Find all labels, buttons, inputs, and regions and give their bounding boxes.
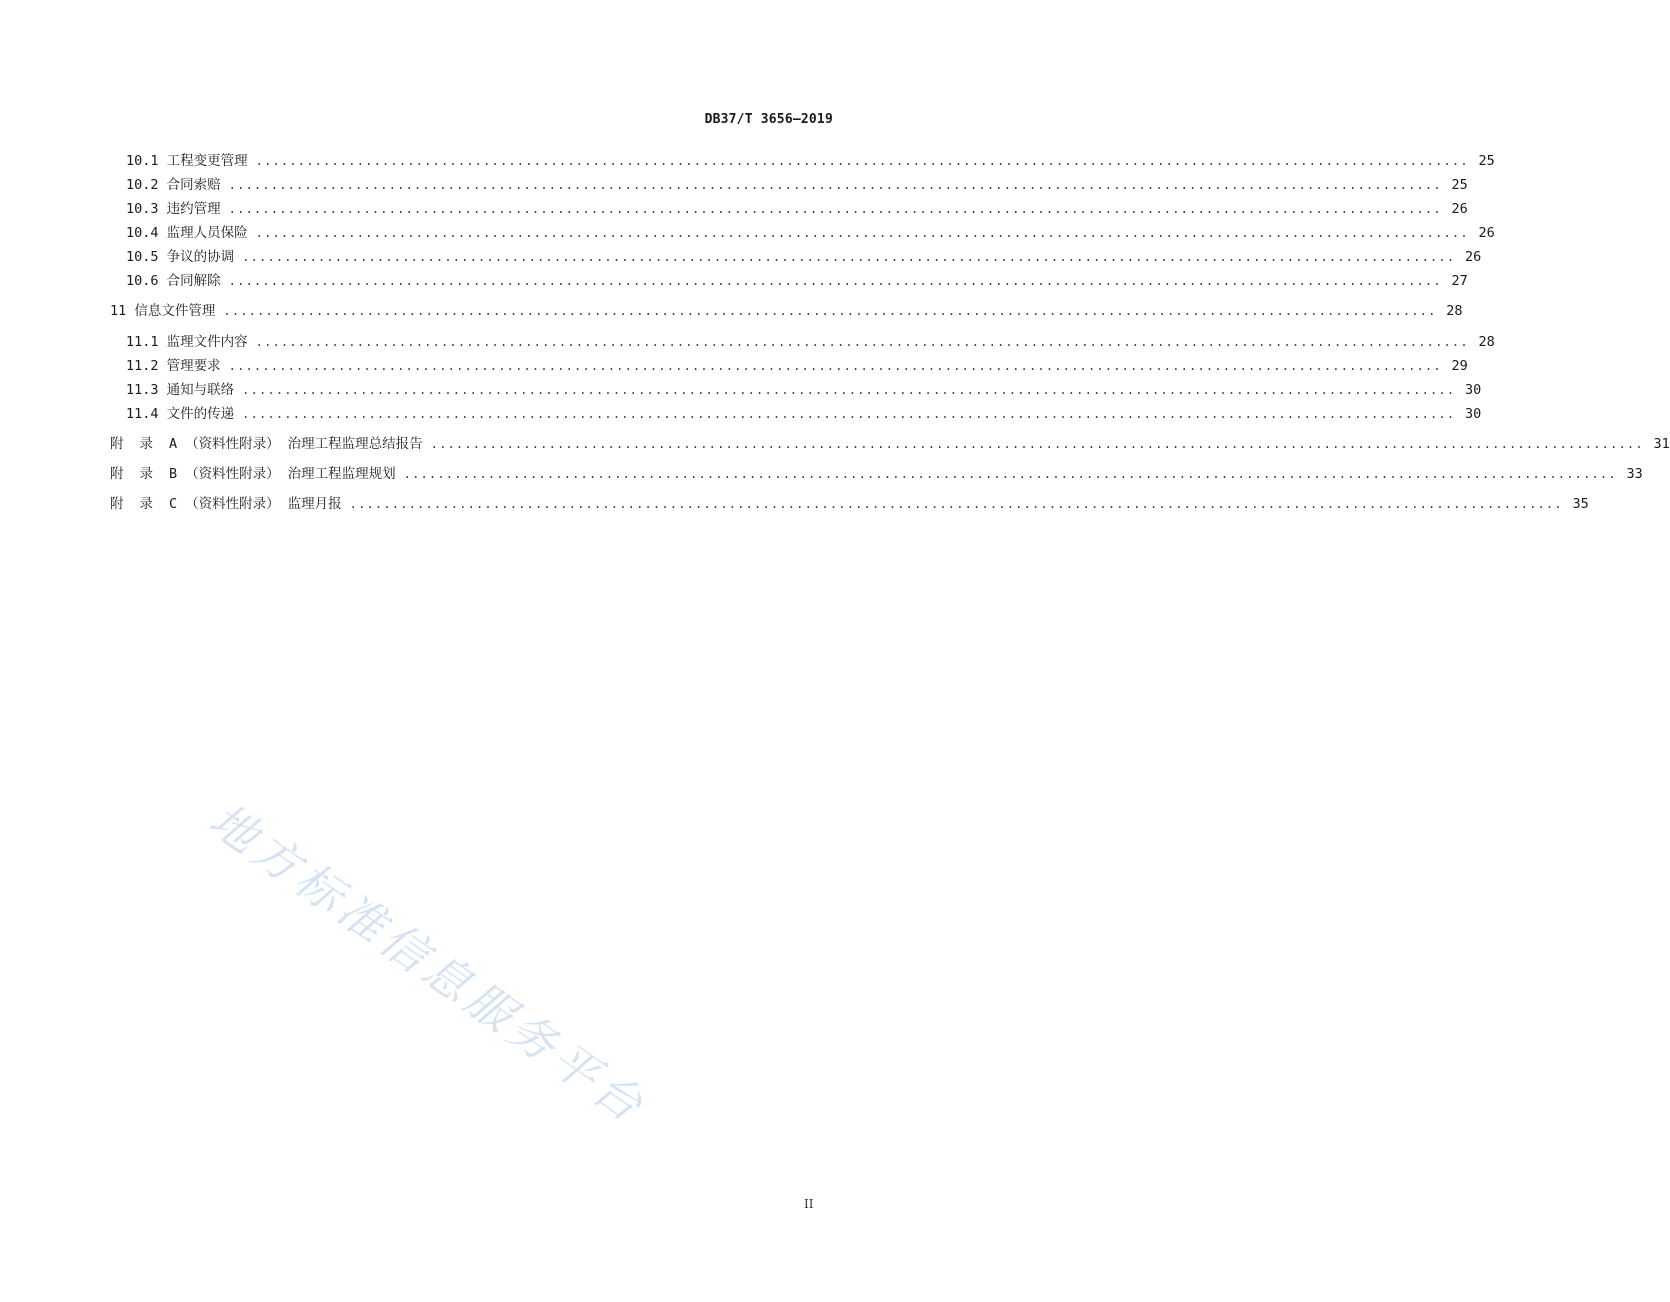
toc-appendix-label <box>110 435 423 453</box>
toc-entry-label: 10.1 工程变更管理 <box>126 153 248 169</box>
toc-entry-11-2[interactable] <box>126 355 1468 375</box>
toc-appendix-label <box>110 465 396 483</box>
appendix-title: 治理工程监理总结报告 <box>287 436 423 452</box>
toc-leader-dots: ................................................................................................................................................ <box>255 226 1469 240</box>
toc-entry-page: 25 <box>1451 177 1468 193</box>
toc-entry-label: 11 信息文件管理 <box>110 303 216 319</box>
toc-entry-page: 31 <box>1653 436 1670 452</box>
toc-leader-dots: ................................................................................................................................................ <box>403 467 1617 481</box>
appendix-type: （资料性附录） <box>185 466 280 482</box>
toc-leader-dots: ................................................................................................................................................ <box>242 407 1456 421</box>
toc-leader-dots: ................................................................................................................................................ <box>228 202 1442 216</box>
toc-entry-page: 30 <box>1465 406 1482 422</box>
toc-entry-page: 26 <box>1465 249 1482 265</box>
appendix-letter: B <box>169 466 178 482</box>
toc-entry-page: 26 <box>1478 225 1495 241</box>
toc-leader-dots: ................................................................................................................................................ <box>255 335 1469 349</box>
toc-entry-10-5[interactable] <box>126 246 1482 266</box>
toc-entry-label: 10.3 违约管理 <box>126 201 221 217</box>
toc-entry-page: 30 <box>1465 382 1482 398</box>
appendix-title: 监理月报 <box>287 496 342 512</box>
toc-entry-label: 10.2 合同索赔 <box>126 177 221 193</box>
toc-entry-11[interactable] <box>110 300 1463 320</box>
toc-leader-dots: ................................................................................................................................................ <box>349 497 1563 511</box>
toc-leader-dots: ................................................................................................................................................ <box>228 178 1442 192</box>
appendix-prefix: 附 <box>110 436 124 452</box>
appendix-word: 录 <box>139 496 153 512</box>
toc-leader-dots: ................................................................................................................................................ <box>228 359 1442 373</box>
toc-leader-dots: ................................................................................................................................................ <box>255 154 1469 168</box>
toc-entry-label: 10.6 合同解除 <box>126 273 221 289</box>
toc-entry-page: 28 <box>1446 303 1463 319</box>
toc-entry-10-6[interactable] <box>126 270 1468 290</box>
toc-entry-10-3[interactable] <box>126 198 1468 218</box>
watermark: 地方标准信息服务平台 <box>199 792 657 1135</box>
toc-entry-page: 27 <box>1451 273 1468 289</box>
toc-entry-page: 28 <box>1478 334 1495 350</box>
toc-appendix-b[interactable] <box>110 463 1643 483</box>
appendix-prefix: 附 <box>110 466 124 482</box>
toc-appendix-c[interactable] <box>110 493 1589 513</box>
document-code: DB37/T 3656—2019 <box>704 112 833 127</box>
toc-leader-dots: ................................................................................................................................................ <box>228 274 1442 288</box>
toc-entry-page: 29 <box>1451 358 1468 374</box>
toc-entry-label: 11.1 监理文件内容 <box>126 334 248 350</box>
toc-entry-label: 10.5 争议的协调 <box>126 249 235 265</box>
toc-entry-11-3[interactable] <box>126 379 1482 399</box>
appendix-letter: C <box>169 496 178 512</box>
toc-entry-11-4[interactable] <box>126 403 1482 423</box>
toc-entry-label: 10.4 监理人员保险 <box>126 225 248 241</box>
toc-leader-dots: ................................................................................................................................................ <box>430 437 1644 451</box>
toc-entry-page: 33 <box>1626 466 1643 482</box>
toc-appendix-a[interactable] <box>110 433 1670 453</box>
toc-entry-label: 11.2 管理要求 <box>126 358 221 374</box>
page-number: II <box>804 1197 814 1211</box>
appendix-prefix: 附 <box>110 496 124 512</box>
appendix-word: 录 <box>139 466 153 482</box>
toc-entry-11-1[interactable] <box>126 331 1495 351</box>
toc-leader-dots: ................................................................................................................................................ <box>223 304 1437 318</box>
appendix-word: 录 <box>139 436 153 452</box>
toc-appendix-label <box>110 495 342 513</box>
toc-entry-10-2[interactable] <box>126 174 1468 194</box>
toc-leader-dots: ................................................................................................................................................ <box>242 250 1456 264</box>
toc-entry-page: 35 <box>1572 496 1589 512</box>
appendix-type: （资料性附录） <box>185 496 280 512</box>
appendix-title: 治理工程监理规划 <box>287 466 396 482</box>
toc-entry-label: 11.4 文件的传递 <box>126 406 235 422</box>
appendix-type: （资料性附录） <box>185 436 280 452</box>
toc-entry-label: 11.3 通知与联络 <box>126 382 235 398</box>
toc-entry-page: 26 <box>1451 201 1468 217</box>
appendix-letter: A <box>169 436 178 452</box>
toc-leader-dots: ................................................................................................................................................ <box>242 383 1456 397</box>
toc-entry-10-4[interactable] <box>126 222 1495 242</box>
toc-entry-10-1[interactable] <box>126 150 1495 170</box>
toc-entry-page: 25 <box>1478 153 1495 169</box>
